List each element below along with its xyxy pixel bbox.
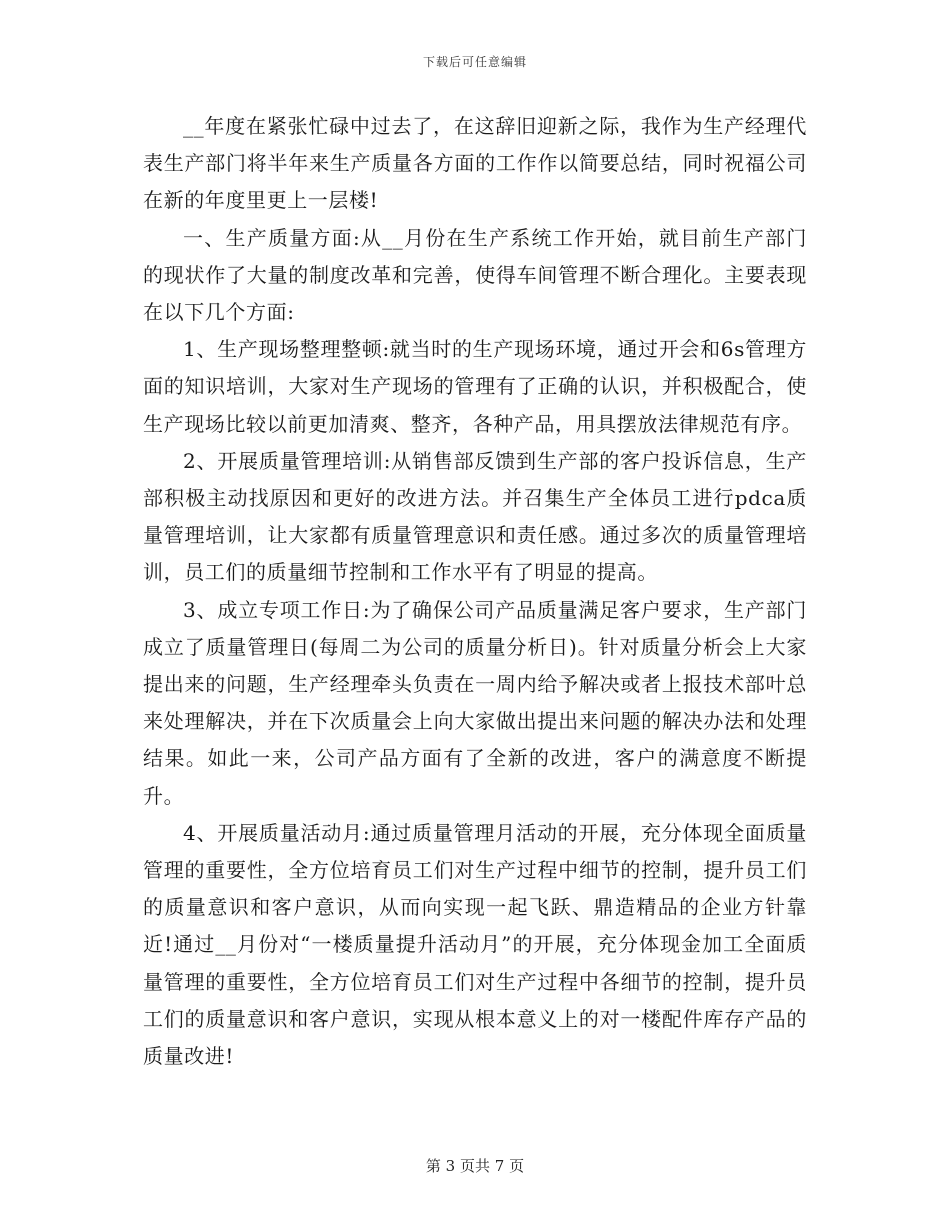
- paragraph-section-1: 一、生产质量方面:从__月份在生产系统工作开始，就目前生产部门的现状作了大量的制度改革和完善，使得车间管理不断合理化。主要表现在以下几个方面:: [143, 225, 807, 325]
- page-number-footer: 第 3 页共 7 页: [425, 1157, 525, 1175]
- paragraph-intro: __年度在紧张忙碌中过去了，在这辞旧迎新之际，我作为生产经理代表生产部门将半年来生产质量各方面的工作作以简要总结，同时祝福公司在新的年度里更上一层楼!: [143, 114, 807, 213]
- paragraph-item-4: 4、开展质量活动月:通过质量管理月活动的开展，充分体现全面质量管理的重要性，全方位培育员工们对生产过程中细节的控制，提升员工们的质量意识和客户意识，从而向实现一起飞跃、鼎造精品的企业方针靠近!通过__月份对“一楼质量提升活动月”的开展，充分体现金加工全面质量管理的重要性，全方位培育员工们对生产过程中各细节的控制，提升员工们的质量意识和客户意识，实现从根本意义上的对一楼配件库存产品的质量改进!: [143, 820, 807, 1069]
- document-body: [143, 108, 807, 1075]
- page-header: 下载后可任意编辑: [422, 55, 527, 69]
- paragraph-item-2: 2、开展质量管理培训:从销售部反馈到生产部的客户投诉信息，生产部积极主动找原因和更好的改进方法。并召集生产全体员工进行pdca质量管理培训，让大家都有质量管理意识和责任感。通过多次的质量管理培训，员工们的质量细节控制和工作水平有了明显的提高。: [143, 448, 807, 585]
- paragraph-item-3: 3、成立专项工作日:为了确保公司产品质量满足客户要求，生产部门成立了质量管理日(每周二为公司的质量分析日)。针对质量分析会上大家提出来的问题，生产经理牵头负责在一周内给予解决或者上报技术部叶总来处理解决，并在下次质量会上向大家做出提出来问题的解决办法和处理结果。如此一来，公司产品方面有了全新的改进，客户的满意度不断提升。: [143, 597, 807, 808]
- paragraph-item-1: 1、生产现场整理整顿:就当时的生产现场环境，通过开会和6s管理方面的知识培训，大家对生产现场的管理有了正确的认识，并积极配合，使生产现场比较以前更加清爽、整齐，各种产品，用具摆放法律规范有序。: [143, 337, 807, 436]
